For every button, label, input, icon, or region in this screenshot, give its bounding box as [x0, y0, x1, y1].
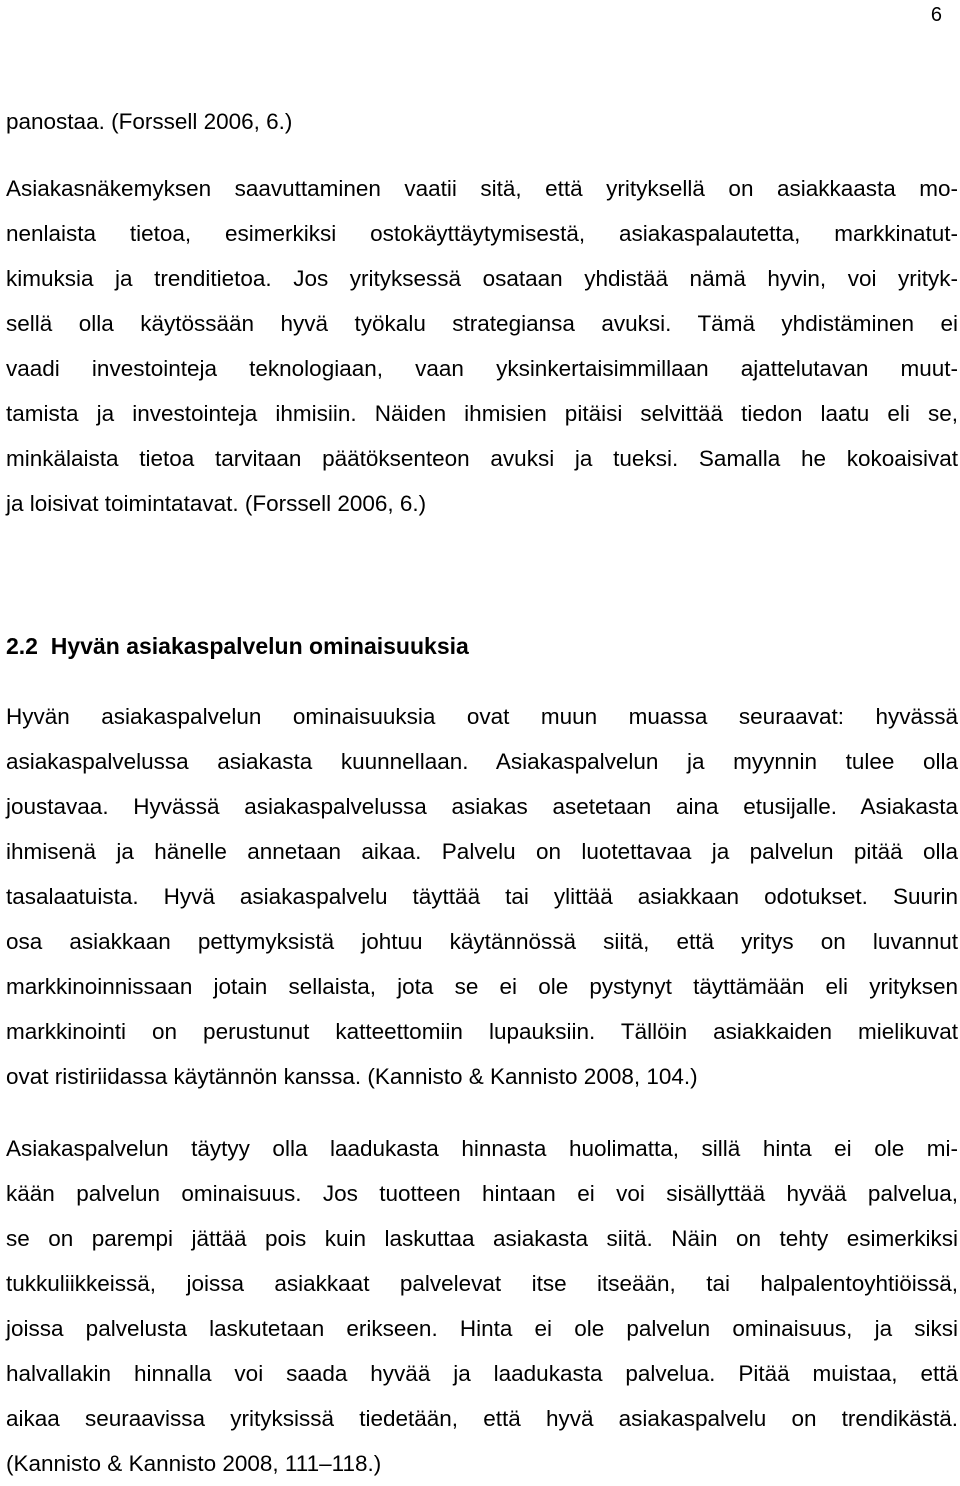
text-line: nenlaista tietoa, esimerkiksi ostokäyttäytymisestä, asiakaspalautetta, markkinatut- [6, 221, 958, 246]
paragraph-customer-insight [6, 166, 958, 526]
text-line: ihmisenä ja hänelle annetaan aikaa. Palvelu on luotettavaa ja palvelun pitää olla [6, 839, 958, 864]
paragraph-price-and-quality [6, 1126, 958, 1486]
text-line: aikaa seuraavissa yrityksissä tiedetään, että hyvä asiakaspalvelu on trendikästä. [6, 1406, 958, 1431]
paragraph-good-service-qualities [6, 694, 958, 1099]
text-line: tamista ja investointeja ihmisiin. Näiden ihmisien pitäisi selvittää tiedon laatu eli se, [6, 401, 958, 426]
text-line: vaadi investointeja teknologiaan, vaan yksinkertaisimmillaan ajattelutavan muut- [6, 356, 958, 381]
page-number: 6 [930, 4, 942, 26]
text-line: markkinoinnissaan jotain sellaista, jota se ei ole pystynyt täyttämään eli yrityksen [6, 974, 958, 999]
paragraph-continuation [6, 99, 958, 144]
text-line: joustavaa. Hyvässä asiakaspalvelussa asiakas asetetaan aina etusijalle. Asiakasta [6, 794, 958, 819]
section-title: Hyvän asiakaspalvelun ominaisuuksia [50, 633, 469, 659]
text-line: asiakaspalvelussa asiakasta kuunnellaan. Asiakaspalvelun ja myynnin tulee olla [6, 749, 958, 774]
text-line: ovat ristiriidassa käytännön kanssa. (Kannisto & Kannisto 2008, 104.) [6, 1064, 698, 1089]
text-line: sellä olla käytössään hyvä työkalu strategiansa avuksi. Tämä yhdistäminen ei [6, 311, 958, 336]
text-line: Asiakasnäkemyksen saavuttaminen vaatii sitä, että yrityksellä on asiakkaasta mo- [6, 176, 958, 201]
text-line: markkinointi on perustunut katteettomiin lupauksiin. Tällöin asiakkaiden mielikuvat [6, 1019, 958, 1044]
text-line: tasalaatuista. Hyvä asiakaspalvelu täyttää tai ylittää asiakkaan odotukset. Suurin [6, 884, 958, 909]
section-number: 2.2 [6, 633, 38, 659]
text-line: Hyvän asiakaspalvelun ominaisuuksia ovat muun muassa seuraavat: hyvässä [6, 704, 958, 729]
text-line: osa asiakkaan pettymyksistä johtuu käytännössä siitä, että yritys on luvannut [6, 929, 958, 954]
text-line: joissa palvelusta laskutetaan erikseen. Hinta ei ole palvelun ominaisuus, ja siksi [6, 1316, 958, 1341]
text-line: kään palvelun ominaisuus. Jos tuotteen hintaan ei voi sisällyttää hyvää palvelua, [6, 1181, 958, 1206]
text-line: tukkuliikkeissä, joissa asiakkaat palvelevat itse itseään, tai halpalentoyhtiöissä, [6, 1271, 958, 1296]
text-line: kimuksia ja trenditietoa. Jos yrityksessä osataan yhdistää nämä hyvin, voi yrityk- [6, 266, 958, 291]
text-line: Asiakaspalvelun täytyy olla laadukasta hinnasta huolimatta, sillä hinta ei ole mi- [6, 1136, 958, 1161]
section-heading [6, 632, 469, 660]
text-line: se on parempi jättää pois kuin laskuttaa asiakasta siitä. Näin on tehty esimerkiksi [6, 1226, 958, 1251]
text-line: panostaa. (Forssell 2006, 6.) [6, 109, 293, 134]
text-line: ja loisivat toimintatavat. (Forssell 2006, 6.) [6, 491, 427, 516]
text-line: halvallakin hinnalla voi saada hyvää ja laadukasta palvelua. Pitää muistaa, että [6, 1361, 958, 1386]
text-line: minkälaista tietoa tarvitaan päätöksenteon avuksi ja tueksi. Samalla he kokoaisivat [6, 446, 958, 471]
text-line: (Kannisto & Kannisto 2008, 111–118.) [6, 1451, 382, 1476]
